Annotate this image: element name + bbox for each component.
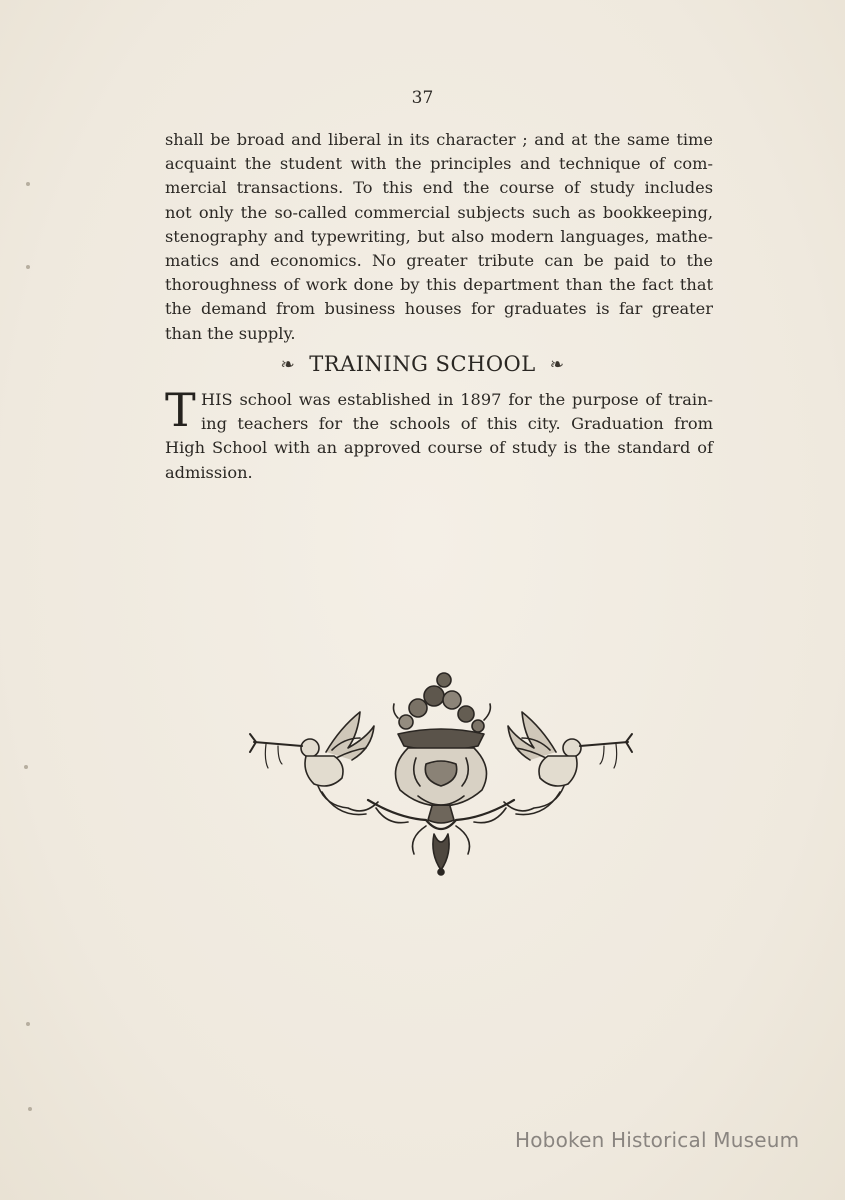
fleuron-icon: ❧ bbox=[280, 355, 296, 375]
binding-hole bbox=[26, 182, 30, 186]
text-line: ing teachers for the schools of this city. Graduation from bbox=[201, 414, 713, 434]
text-line: shall be broad and liberal in its character ; and at the same time bbox=[165, 130, 713, 149]
text-line: the demand from business houses for graduates is far greater bbox=[165, 299, 713, 319]
section-title: TRAINING SCHOOL bbox=[309, 352, 536, 376]
text-line: mercial transactions. To this end the course of study includes bbox=[165, 178, 713, 198]
text-line: HIS school was established in 1897 for the purpose of train- bbox=[201, 390, 713, 409]
binding-hole bbox=[24, 765, 28, 769]
text-line: stenography and typewriting, but also modern languages, mathe- bbox=[165, 226, 713, 246]
training-school-paragraph bbox=[165, 383, 713, 485]
text-line: matics and economics. No greater tribute can be paid to the bbox=[165, 251, 713, 271]
text-line: not only the so-called commercial subjects such as bookkeeping, bbox=[165, 202, 713, 222]
urn-cherubs-ornament-icon bbox=[248, 668, 634, 878]
text-line: acquaint the student with the principles and technique of com- bbox=[165, 154, 713, 174]
binding-hole bbox=[28, 1107, 32, 1111]
page-number: 37 bbox=[411, 88, 434, 108]
museum-watermark: Hoboken Historical Museum bbox=[515, 1128, 800, 1152]
text-line: admission. bbox=[165, 462, 253, 482]
text-line: thoroughness of work done by this department than the fact that bbox=[165, 275, 713, 295]
section-heading bbox=[0, 352, 845, 376]
fleuron-icon: ❧ bbox=[549, 355, 565, 375]
drop-cap: T bbox=[165, 383, 196, 437]
binding-hole bbox=[26, 1022, 30, 1026]
commercial-paragraph bbox=[165, 128, 713, 346]
text-line: High School with an approved course of study is the standard of bbox=[165, 438, 713, 458]
binding-hole bbox=[26, 265, 30, 269]
text-line: than the supply. bbox=[165, 323, 296, 343]
